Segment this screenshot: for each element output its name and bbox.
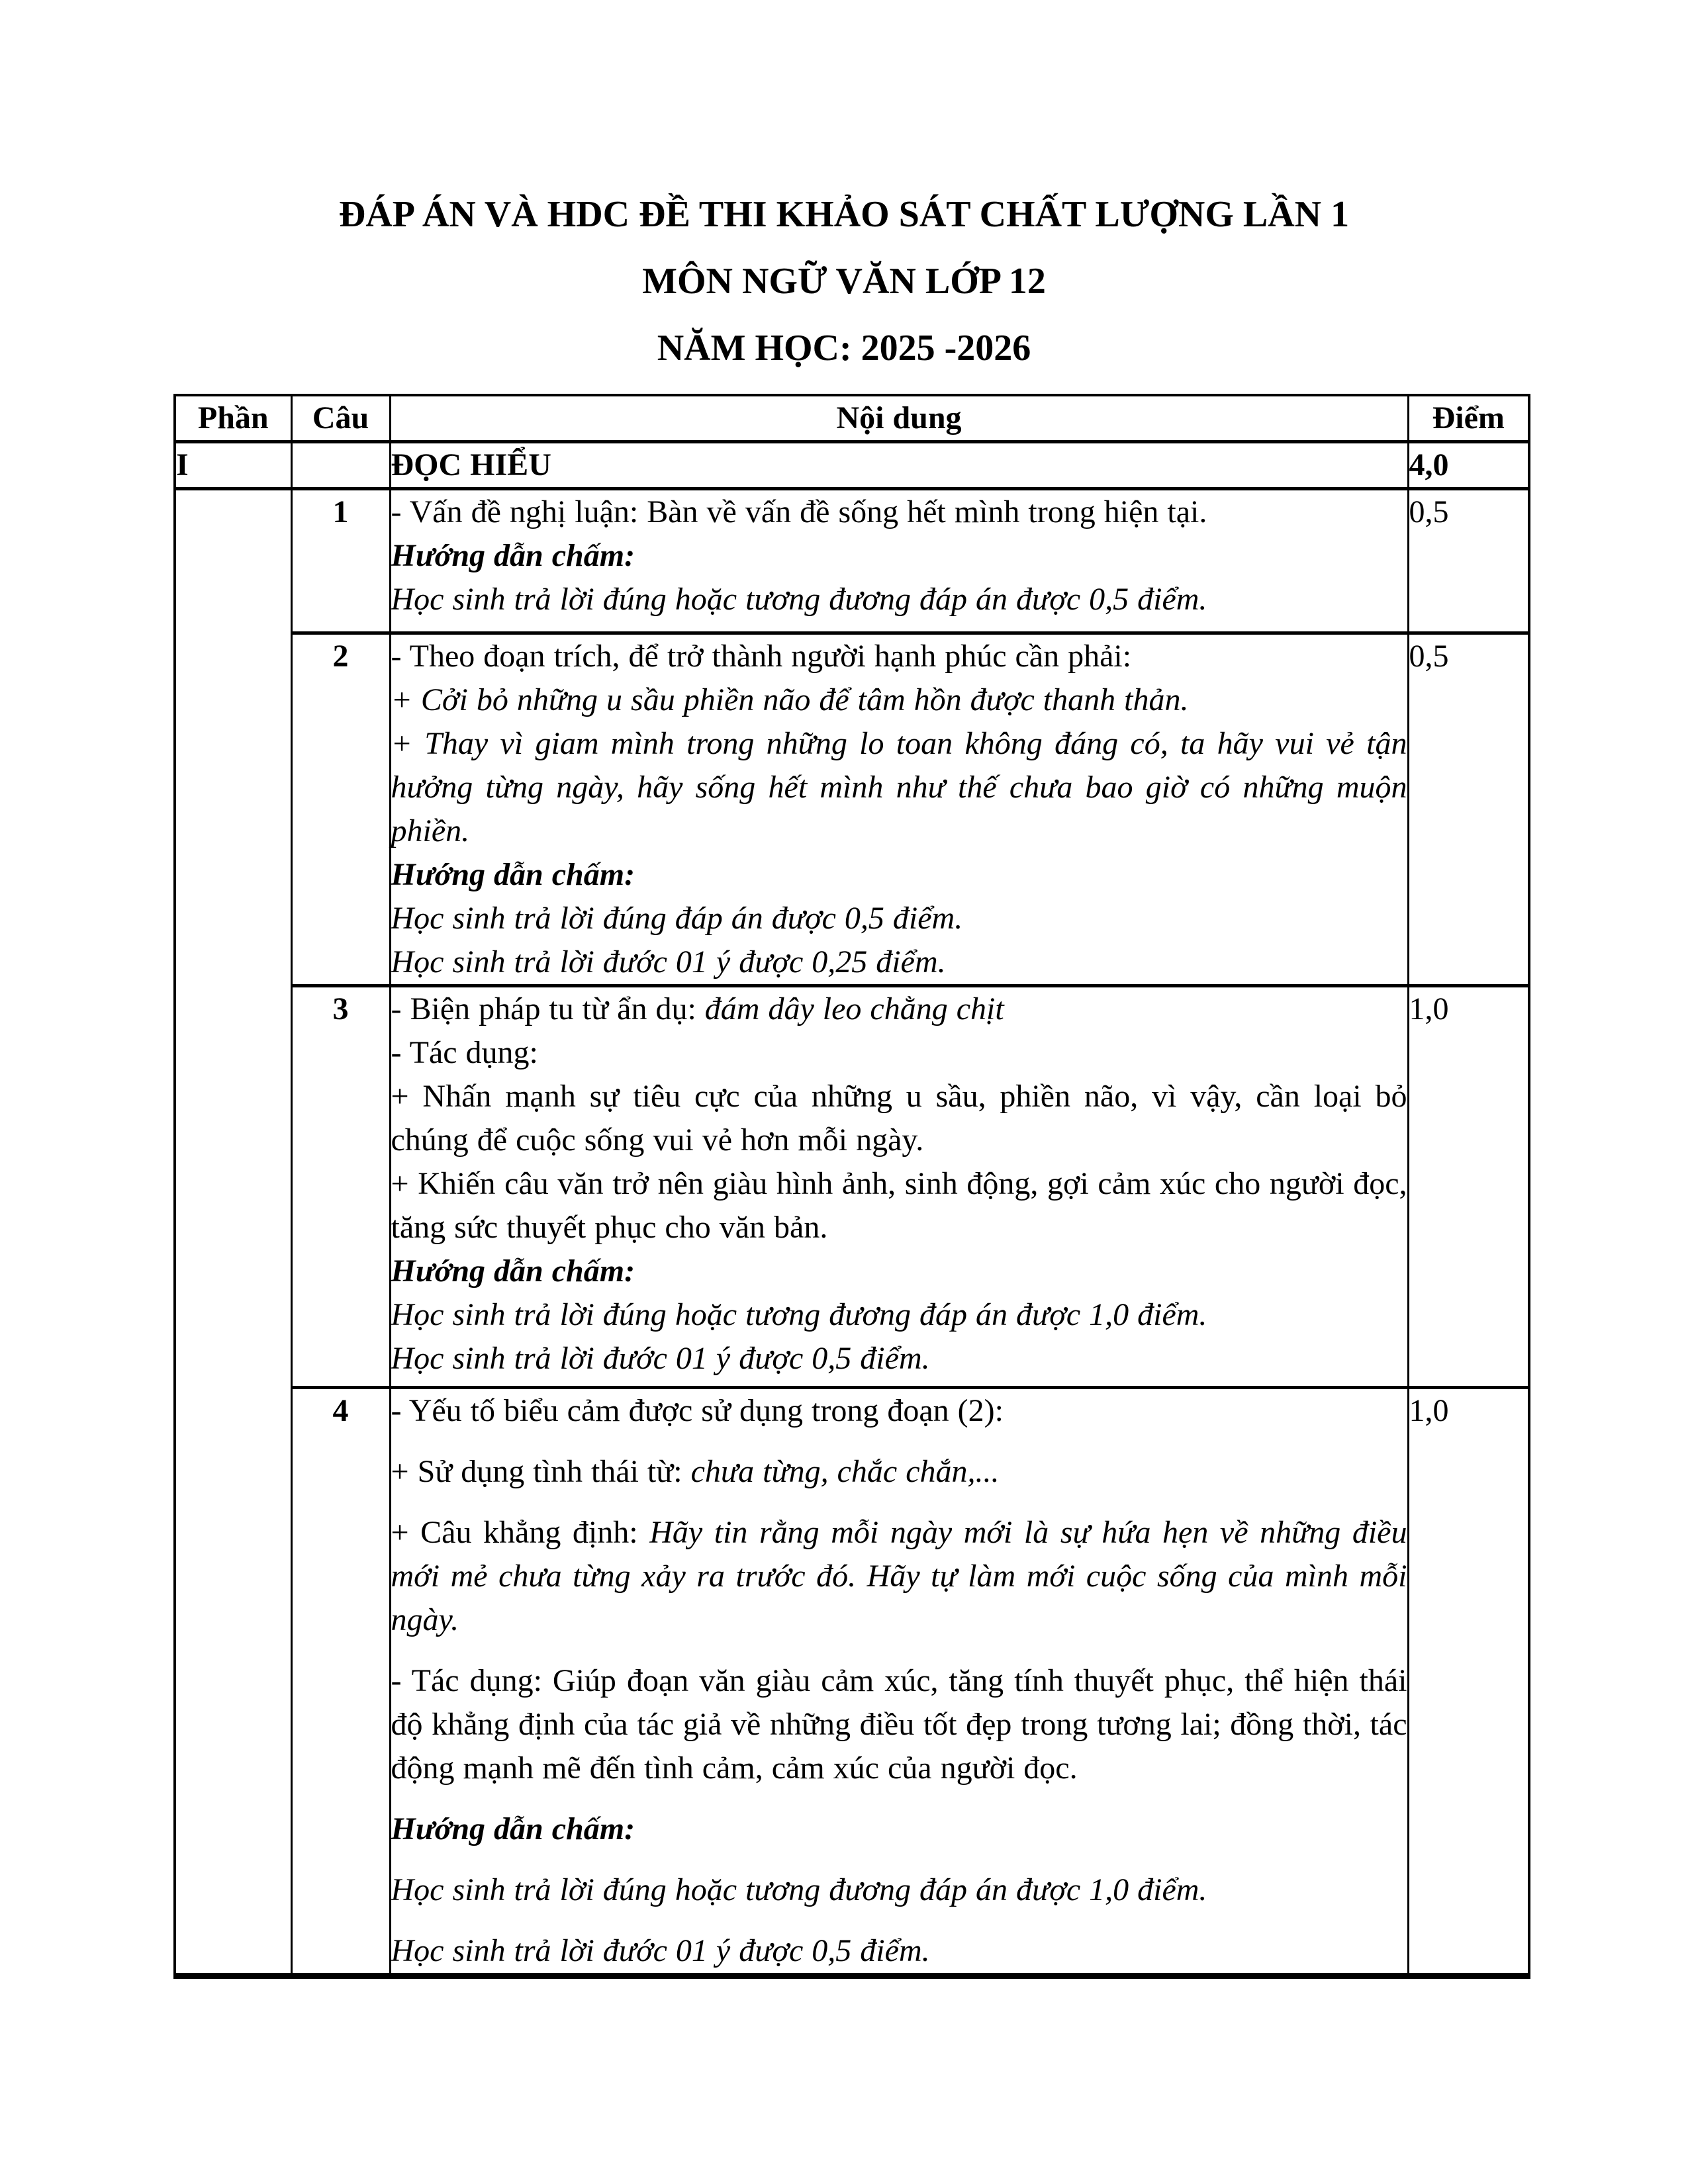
answer-paragraph: - Theo đoạn trích, để trở thành người hạnh phúc cần phải:: [391, 639, 1132, 674]
answer-paragraph: + Câu khẳng định: Hãy tin rằng mỗi ngày mới là sự hứa hẹn về những điều mới mẻ chưa từng xảy ra trước đó. Hãy tự làm mới cuộc sống của mình mỗi ngày.: [391, 1515, 1407, 1637]
answer-paragraph: - Tác dụng: Giúp đoạn văn giàu cảm xúc, tăng tính thuyết phục, thể hiện thái độ khẳng định của tác giả về những điều tốt đẹp trong tương lai; đồng thời, tác động mạnh mẽ đến tình cảm, cảm xúc của người đọc.: [391, 1663, 1407, 1786]
answer-paragraph: Học sinh trả lời đước 01 ý được 0,5 điểm.: [391, 1933, 930, 1968]
table-header-row: [175, 395, 1529, 442]
section-title: ĐỌC HIỂU: [390, 442, 1408, 489]
column-header-phan: Phần: [175, 395, 291, 442]
score-value: 0,5: [1408, 633, 1529, 986]
answer-paragraph: + Sử dụng tình thái từ: chưa từng, chắc chắn,...: [391, 1454, 1000, 1489]
answer-key-table: [173, 394, 1530, 1979]
answer-paragraph: Học sinh trả lời đước 01 ý được 0,25 điểm.: [391, 944, 946, 979]
answer-paragraph: + Khiến câu văn trở nên giàu hình ảnh, sinh động, gợi cảm xúc cho người đọc, tăng sức thuyết phục cho văn bản.: [391, 1166, 1407, 1245]
table-row: [175, 986, 1529, 1388]
score-value: 0,5: [1408, 489, 1529, 633]
answer-paragraph: + Nhấn mạnh sự tiêu cực của những u sầu, phiền não, vì vậy, cần loại bỏ chúng để cuộc sống vui vẻ hơn mỗi ngày.: [391, 1079, 1407, 1158]
answer-paragraph: - Tác dụng:: [391, 1035, 538, 1070]
document-title-block: [0, 0, 1688, 369]
table-row: [175, 633, 1529, 986]
answer-paragraph: Học sinh trả lời đúng hoặc tương đương đáp án được 1,0 điểm.: [391, 1872, 1207, 1907]
answer-content-cell: [390, 489, 1408, 633]
phan-merged-empty-cell: [175, 489, 291, 1976]
document-subtitle-year: NĂM HỌC: 2025 -2026: [657, 328, 1031, 369]
answer-paragraph: Học sinh trả lời đước 01 ý được 0,5 điểm.: [391, 1341, 930, 1376]
answer-paragraph: - Biện pháp tu từ ẩn dụ: đám dây leo chằng chịt: [391, 991, 1004, 1026]
answer-paragraph: - Vấn đề nghị luận: Bàn về vấn đề sống hết mình trong hiện tại.: [391, 494, 1207, 529]
section-number: I: [175, 442, 291, 489]
document-subtitle-subject: MÔN NGỮ VĂN LỚP 12: [642, 261, 1046, 302]
answer-paragraph: Học sinh trả lời đúng đáp án được 0,5 điểm.: [391, 901, 963, 936]
table-row: [175, 1388, 1529, 1976]
answer-paragraph: Học sinh trả lời đúng hoặc tương đương đáp án được 1,0 điểm.: [391, 1297, 1207, 1332]
table-row: [175, 489, 1529, 633]
question-number: 4: [291, 1388, 390, 1976]
answer-paragraph: Học sinh trả lời đúng hoặc tương đương đáp án được 0,5 điểm.: [391, 582, 1207, 617]
answer-paragraph: Hướng dẫn chấm:: [391, 1253, 635, 1289]
answer-paragraph: + Cởi bỏ những u sầu phiền não để tâm hồn được thanh thản.: [391, 682, 1189, 717]
section-cau-empty-cell: [291, 442, 390, 489]
answer-paragraph: Hướng dẫn chấm:: [391, 538, 635, 573]
column-header-diem: Điểm: [1408, 395, 1529, 442]
score-value: 1,0: [1408, 986, 1529, 1388]
question-number: 1: [291, 489, 390, 633]
answer-content-cell: [390, 986, 1408, 1388]
question-number: 3: [291, 986, 390, 1388]
answer-paragraph: + Thay vì giam mình trong những lo toan không đáng có, ta hãy vui vẻ tận hưởng từng ngày, hãy sống hết mình như thế chưa bao giờ có những muộn phiền.: [391, 726, 1407, 848]
answer-content-cell: [390, 633, 1408, 986]
score-value: 1,0: [1408, 1388, 1529, 1976]
section-row: [175, 442, 1529, 489]
column-header-noidung: Nội dung: [390, 395, 1408, 442]
column-header-cau: Câu: [291, 395, 390, 442]
answer-paragraph: - Yếu tố biểu cảm được sử dụng trong đoạn (2):: [391, 1393, 1004, 1428]
answer-paragraph: Hướng dẫn chấm:: [391, 857, 635, 892]
section-score: 4,0: [1408, 442, 1529, 489]
document-title: ĐÁP ÁN VÀ HDC ĐỀ THI KHẢO SÁT CHẤT LƯỢNG LẦN 1: [338, 194, 1350, 235]
answer-paragraph: Hướng dẫn chấm:: [391, 1811, 635, 1846]
answer-content-cell: [390, 1388, 1408, 1976]
question-number: 2: [291, 633, 390, 986]
